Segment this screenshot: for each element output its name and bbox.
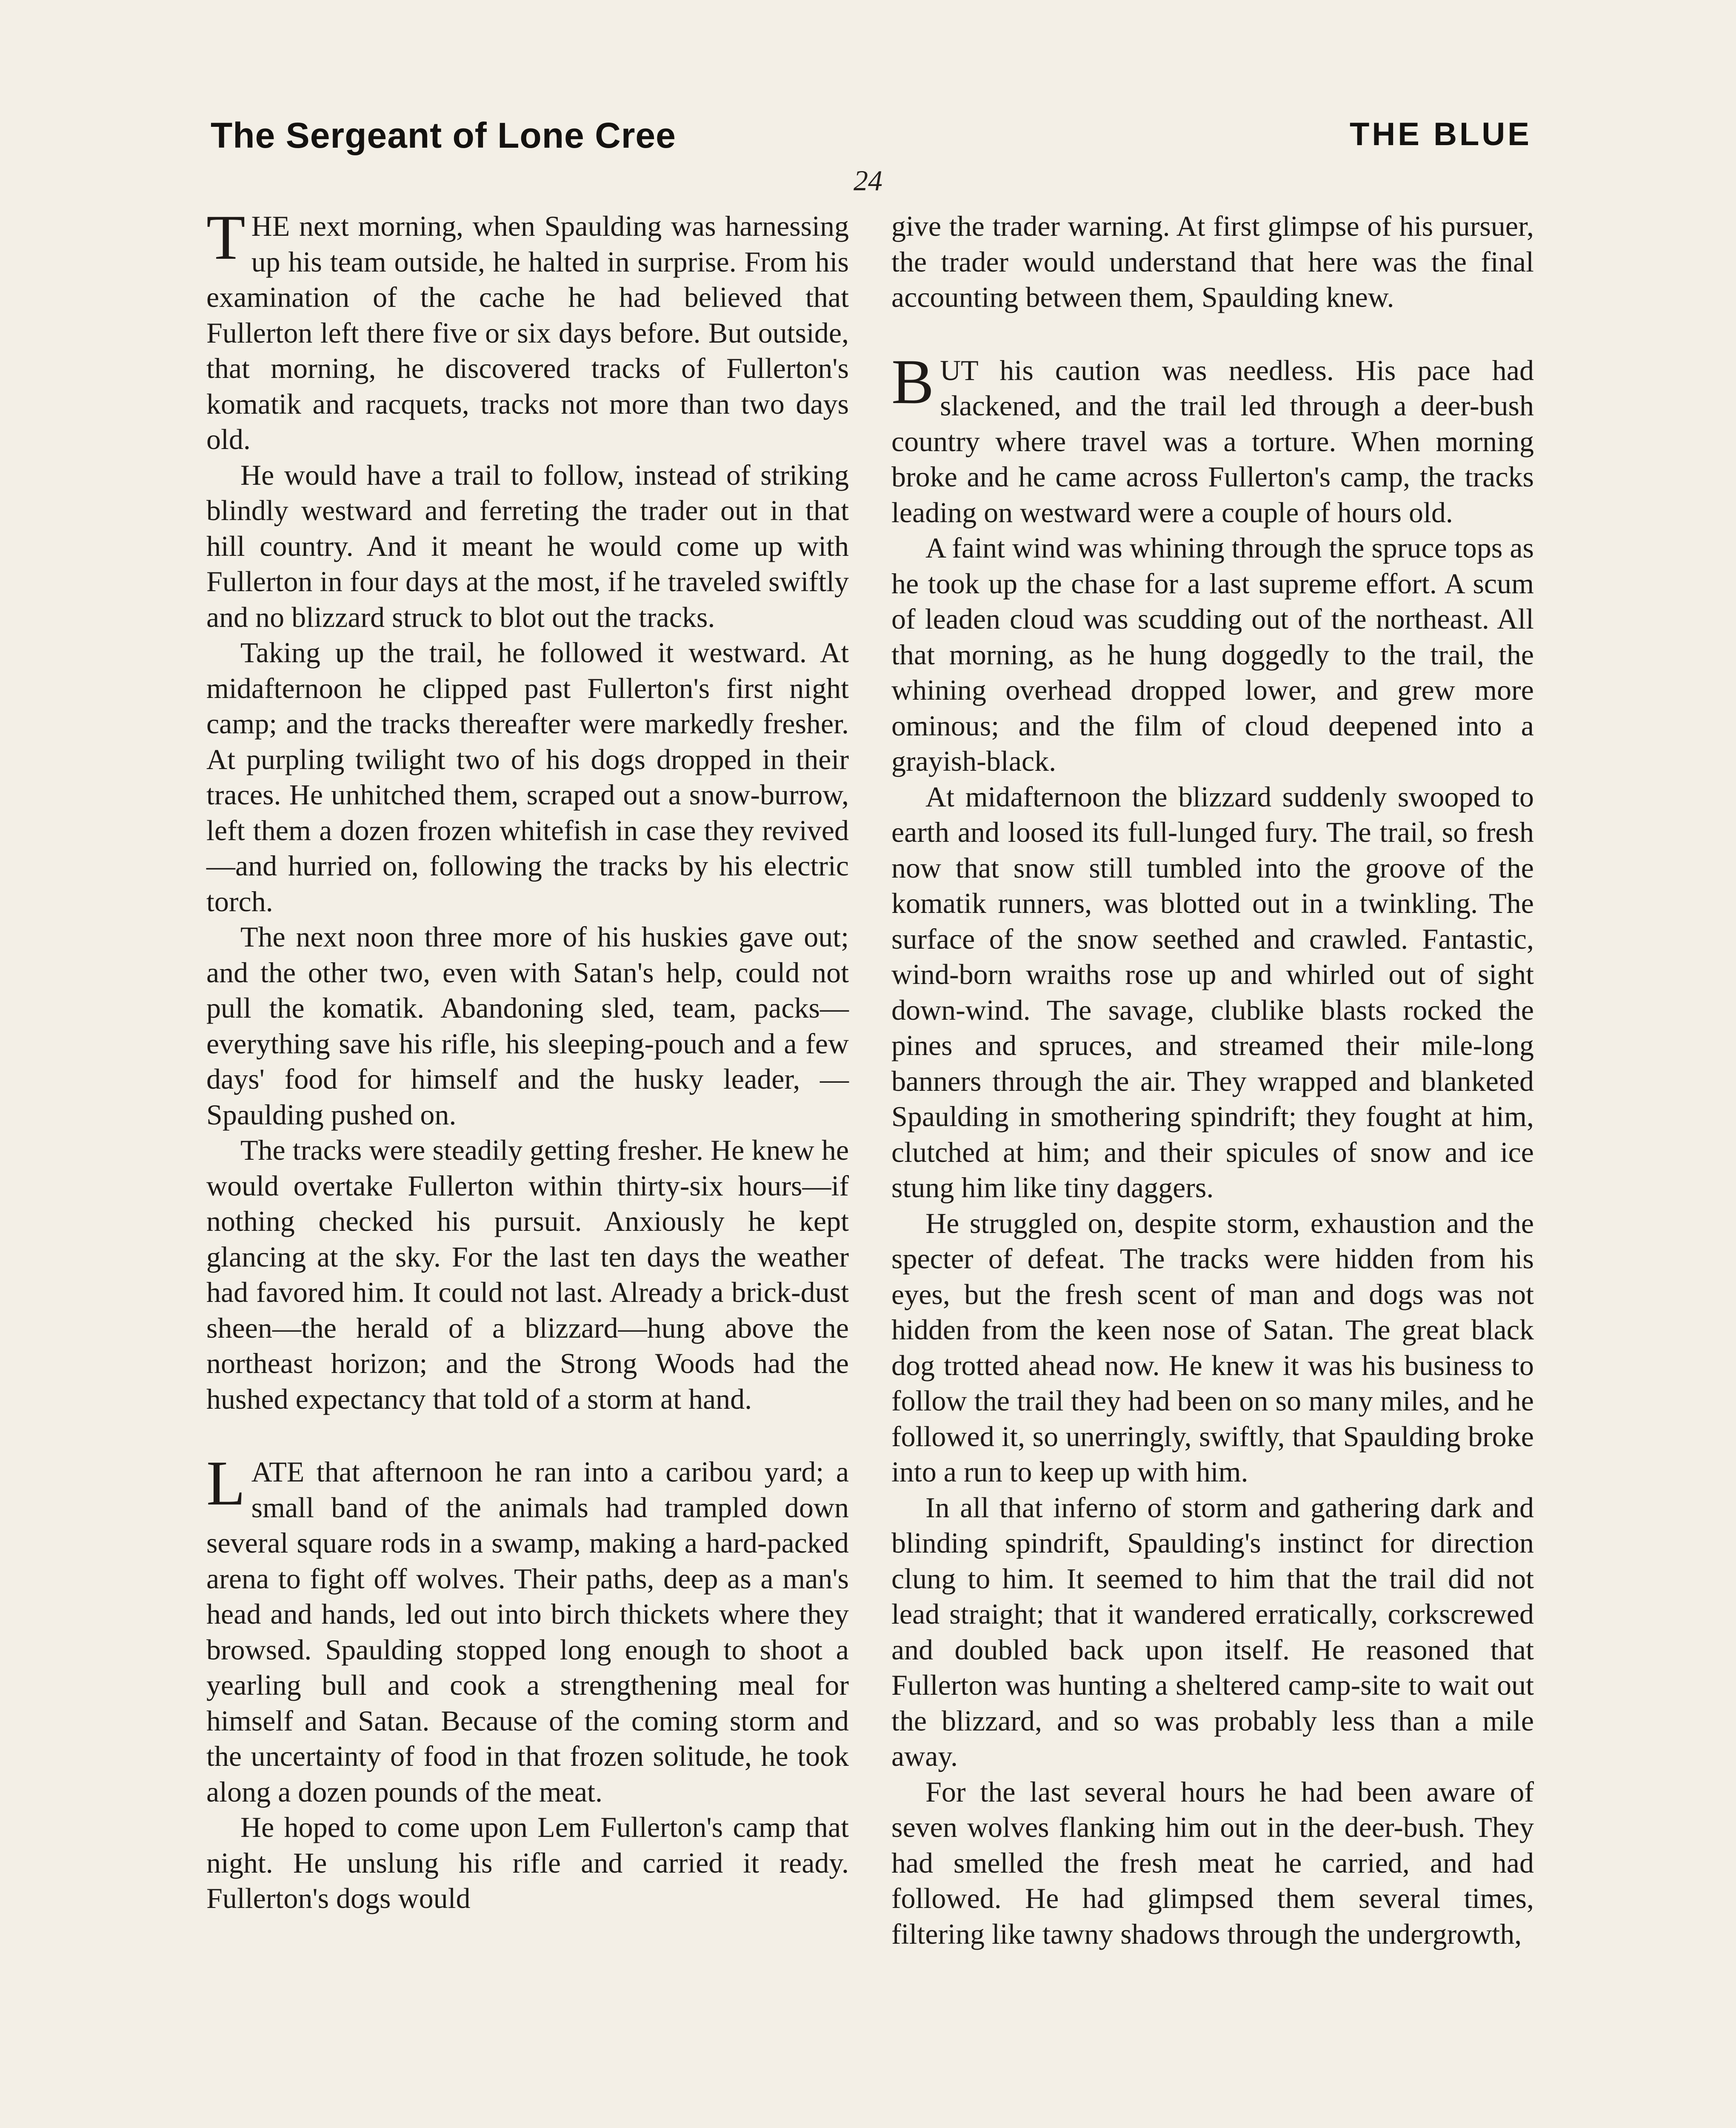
- paragraph: For the last several hours he had been aware of seven wolves flanking him out in the deer-bush. They had smelled the fresh meat he carried, and had followed. He had glimpsed them several times, filtering like tawny shadows through the undergrowth,: [891, 1775, 1534, 1950]
- drop-cap: T: [206, 202, 246, 273]
- story-title: The Sergeant of Lone Cree: [211, 115, 676, 155]
- paragraph: At midafternoon the blizzard suddenly swooped to earth and loosed its full-lunged fury. The trail, so fresh now that snow still tumbled into the groove of the komatik runners, was blotted out in a twinkling. The surface of the snow seethed and crawled. Fantastic, wind-born wraiths rose up and whirled out of sight down-wind. The savage, clublike blasts rocked the pines and spruces, and streamed their mile-long banners through the air. They wrapped and blanketed Spaulding in smothering spindrift; they fought at him, clutched at him; and their spicules of snow and ice stung him like tiny daggers.: [891, 780, 1534, 1204]
- drop-cap: B: [891, 346, 934, 417]
- paragraph: LATE that afternoon he ran into a caribou yard; a small band of the animals had trampled down several square rods in a swamp, making a hard-packed arena to fight off wolves. Their paths, deep as a man's head and hands, led out into birch thickets where they browsed. Spaulding stopped long enough to shoot a yearling bull and cook a strengthening meal for himself and Satan. Because of the coming storm and the uncertainty of food in that frozen solitude, he took along a dozen pounds of the meat.: [206, 1448, 849, 1808]
- right-column: [891, 209, 1534, 1952]
- paragraph: give the trader warning. At first glimpse of his pursuer, the trader would understand that here was the final accounting between them, Spaulding knew.: [891, 210, 1534, 313]
- paragraph: He struggled on, despite storm, exhaustion and the specter of defeat. The tracks were hidden from his eyes, but the fresh scent of man and dogs was not hidden from the keen nose of Satan. The great black dog trotted ahead now. He knew it was his business to follow the trail they had been on so many miles, and he followed it, so unerringly, swiftly, that Spaulding broke into a run to keep up with him.: [891, 1207, 1534, 1488]
- paragraph: THE next morning, when Spaulding was harnessing up his team outside, he halted in surprise. From his examination of the cache he had believed that Fullerton left there five or six days before. But outside, that morning, he discovered tracks of Fullerton's komatik and racquets, tracks not more than two days old.: [206, 202, 849, 455]
- paragraph: In all that inferno of storm and gathering dark and blinding spindrift, Spaulding's instinct for direction clung to him. It seemed to him that the trail did not lead straight; that it wandered erratically, corkscrewed and doubled back upon itself. He reasoned that Fullerton was hunting a sheltered camp-site to wait out the blizzard, and so was probably less than a mile away.: [891, 1491, 1534, 1772]
- paragraph: The next noon three more of his huskies gave out; and the other two, even with Satan's help, could not pull the komatik. Abandoning sled, team, packs—everything save his rifle, his sleeping-pouch and a few days' food for himself and the husky leader, —Spaulding pushed on.: [206, 921, 849, 1131]
- page-number: 24: [854, 164, 882, 197]
- paragraph: The tracks were steadily getting fresher. He knew he would overtake Fullerton within thirty-six hours—if nothing checked his pursuit. Anxiously he kept glancing at the sky. For the last ten days the weather had favored him. It could not last. Already a brick-dust sheen—the herald of a blizzard—hung above the northeast horizon; and the Strong Woods had the hushed expectancy that told of a storm at hand.: [206, 1134, 849, 1415]
- paragraph: A faint wind was whining through the spruce tops as he took up the chase for a last supreme effort. A scum of leaden cloud was scudding out of the northeast. All that morning, as he hung doggedly to the trail, the whining overhead dropped lower, and grew more ominous; and the film of cloud deepened into a grayish-black.: [891, 532, 1534, 777]
- paragraph: He hoped to come upon Lem Fullerton's camp that night. He unslung his rifle and carried it ready. Fullerton's dogs would: [206, 1811, 849, 1914]
- paragraph: BUT his caution was needless. His pace had slackened, and the trail led through a deer-bush country where travel was a torture. When morning broke and he came across Fullerton's camp, the tracks leading on westward were a couple of hours old.: [891, 346, 1534, 529]
- paragraph: Taking up the trail, he followed it westward. At midafternoon he clipped past Fullerton's first night camp; and the tracks thereafter were markedly fresher. At purpling twilight two of his dogs dropped in their traces. He unhitched them, scraped out a snow-burrow, left them a dozen frozen whitefish in case they revived—and hurried on, following the tracks by his electric torch.: [206, 636, 849, 918]
- drop-cap: L: [206, 1448, 246, 1519]
- magazine-name: THE BLUE: [1350, 116, 1532, 152]
- left-column: [206, 202, 849, 1916]
- paragraph: He would have a trail to follow, instead of striking blindly westward and ferreting the trader out in that hill country. And it meant he would come up with Fullerton in four days at the most, if he traveled swiftly and no blizzard struck to blot out the tracks.: [206, 458, 849, 633]
